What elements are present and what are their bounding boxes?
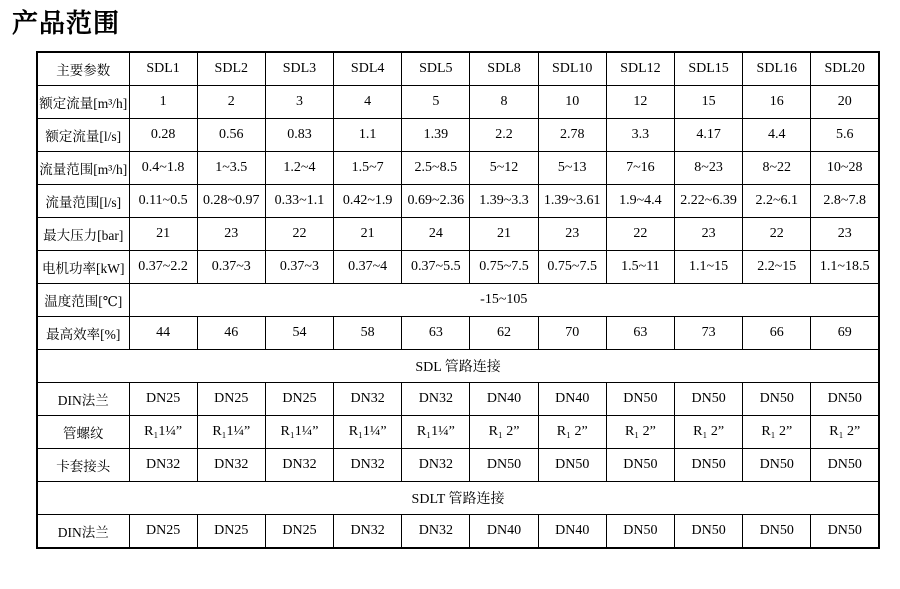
value-cell: 0.75~7.5 [470, 251, 538, 284]
table-row [37, 152, 879, 185]
value-cell: R₁ 2” [675, 416, 743, 449]
model-header-cell: SDL5 [402, 52, 470, 86]
value-cell: DN25 [129, 383, 197, 416]
value-cell: 21 [470, 218, 538, 251]
value-cell: 4.4 [743, 119, 811, 152]
row-label-cell: DIN法兰 [37, 515, 129, 549]
model-header-cell: SDL4 [334, 52, 402, 86]
value-cell: 70 [538, 317, 606, 350]
page-title: 产品范围 [12, 8, 121, 38]
value-cell: 23 [538, 218, 606, 251]
value-cell: 23 [197, 218, 265, 251]
value-cell: 3 [265, 86, 333, 119]
model-header-cell: SDL12 [606, 52, 674, 86]
table-row [37, 317, 879, 350]
value-cell: 22 [606, 218, 674, 251]
value-cell: 22 [265, 218, 333, 251]
row-label-cell: 流量范围[l/s] [37, 185, 129, 218]
value-cell: 21 [129, 218, 197, 251]
value-cell: 0.37~3 [265, 251, 333, 284]
row-label-cell: DIN法兰 [37, 383, 129, 416]
value-cell: 15 [675, 86, 743, 119]
table-row [37, 251, 879, 284]
row-label-cell: 管螺纹 [37, 416, 129, 449]
model-header-cell: SDL10 [538, 52, 606, 86]
value-cell: 5~13 [538, 152, 606, 185]
value-cell: DN50 [743, 515, 811, 549]
model-header-cell: SDL20 [811, 52, 879, 86]
value-cell: 0.37~5.5 [402, 251, 470, 284]
table-row [37, 86, 879, 119]
value-cell: 69 [811, 317, 879, 350]
catalog-page [0, 10, 900, 589]
value-cell: 8~23 [675, 152, 743, 185]
table-body [37, 52, 879, 548]
value-cell: DN25 [197, 515, 265, 549]
value-cell: R₁1¼” [334, 416, 402, 449]
value-cell: 2 [197, 86, 265, 119]
value-cell: 46 [197, 317, 265, 350]
value-cell: DN50 [606, 383, 674, 416]
table-row [37, 52, 879, 86]
value-cell: 4.17 [675, 119, 743, 152]
model-header-cell: SDL15 [675, 52, 743, 86]
row-label-cell: 额定流量[m³/h] [37, 86, 129, 119]
value-cell: 0.28~0.97 [197, 185, 265, 218]
model-header-cell: SDL3 [265, 52, 333, 86]
product-spec-table [36, 51, 880, 549]
value-cell: DN50 [811, 449, 879, 482]
value-cell: 10~28 [811, 152, 879, 185]
table-row [37, 515, 879, 549]
value-cell: 24 [402, 218, 470, 251]
value-cell: DN50 [675, 449, 743, 482]
value-cell: DN50 [606, 515, 674, 549]
value-cell: 16 [743, 86, 811, 119]
value-cell: DN50 [606, 449, 674, 482]
value-cell: DN50 [538, 449, 606, 482]
value-cell: 2.2~15 [743, 251, 811, 284]
value-cell: R₁ 2” [606, 416, 674, 449]
value-cell: 5.6 [811, 119, 879, 152]
section-row [37, 350, 879, 383]
value-cell: 2.2~6.1 [743, 185, 811, 218]
value-cell: 1~3.5 [197, 152, 265, 185]
table-row [37, 119, 879, 152]
value-cell: 2.22~6.39 [675, 185, 743, 218]
value-cell: 10 [538, 86, 606, 119]
value-cell: 1.5~11 [606, 251, 674, 284]
table-row [37, 416, 879, 449]
value-cell: 4 [334, 86, 402, 119]
value-cell: R₁ 2” [743, 416, 811, 449]
value-cell: 1.1 [334, 119, 402, 152]
value-cell: 0.69~2.36 [402, 185, 470, 218]
merged-value-cell: -15~105 [129, 284, 879, 317]
value-cell: 23 [675, 218, 743, 251]
value-cell: DN40 [470, 515, 538, 549]
value-cell: DN32 [334, 515, 402, 549]
value-cell: 5 [402, 86, 470, 119]
value-cell: 2.78 [538, 119, 606, 152]
value-cell: 0.37~4 [334, 251, 402, 284]
value-cell: 0.37~3 [197, 251, 265, 284]
value-cell: 1.9~4.4 [606, 185, 674, 218]
section-row [37, 482, 879, 515]
value-cell: DN25 [197, 383, 265, 416]
value-cell: 63 [402, 317, 470, 350]
value-cell: R₁1¼” [197, 416, 265, 449]
value-cell: R₁ 2” [811, 416, 879, 449]
value-cell: DN40 [538, 515, 606, 549]
row-label-cell: 流量范围[m³/h] [37, 152, 129, 185]
value-cell: 73 [675, 317, 743, 350]
value-cell: 23 [811, 218, 879, 251]
section-header-cell: SDLT 管路连接 [37, 482, 879, 515]
value-cell: 2.5~8.5 [402, 152, 470, 185]
value-cell: DN50 [811, 383, 879, 416]
value-cell: DN50 [675, 383, 743, 416]
value-cell: 1.39~3.3 [470, 185, 538, 218]
value-cell: R₁ 2” [470, 416, 538, 449]
value-cell: 0.56 [197, 119, 265, 152]
value-cell: DN50 [743, 383, 811, 416]
value-cell: R₁ 2” [538, 416, 606, 449]
value-cell: 66 [743, 317, 811, 350]
value-cell: 62 [470, 317, 538, 350]
value-cell: 2.2 [470, 119, 538, 152]
value-cell: 58 [334, 317, 402, 350]
model-header-cell: SDL8 [470, 52, 538, 86]
value-cell: 0.28 [129, 119, 197, 152]
table-row [37, 185, 879, 218]
value-cell: DN32 [334, 383, 402, 416]
value-cell: DN40 [538, 383, 606, 416]
value-cell: 8~22 [743, 152, 811, 185]
value-cell: DN50 [811, 515, 879, 549]
value-cell: 12 [606, 86, 674, 119]
value-cell: R₁1¼” [265, 416, 333, 449]
row-label-cell: 主要参数 [37, 52, 129, 86]
value-cell: 0.33~1.1 [265, 185, 333, 218]
value-cell: DN32 [197, 449, 265, 482]
row-label-cell: 最高效率[%] [37, 317, 129, 350]
value-cell: 7~16 [606, 152, 674, 185]
value-cell: 1 [129, 86, 197, 119]
row-label-cell: 额定流量[l/s] [37, 119, 129, 152]
value-cell: DN32 [334, 449, 402, 482]
value-cell: DN32 [265, 449, 333, 482]
value-cell: 0.83 [265, 119, 333, 152]
value-cell: 8 [470, 86, 538, 119]
value-cell: 0.37~2.2 [129, 251, 197, 284]
value-cell: R₁1¼” [402, 416, 470, 449]
value-cell: 1.39 [402, 119, 470, 152]
value-cell: DN25 [129, 515, 197, 549]
row-label-cell: 温度范围[℃] [37, 284, 129, 317]
value-cell: 20 [811, 86, 879, 119]
value-cell: 5~12 [470, 152, 538, 185]
table-row [37, 383, 879, 416]
value-cell: DN25 [265, 383, 333, 416]
section-header-cell: SDL 管路连接 [37, 350, 879, 383]
value-cell: 63 [606, 317, 674, 350]
value-cell: DN50 [743, 449, 811, 482]
value-cell: 22 [743, 218, 811, 251]
value-cell: 1.1~15 [675, 251, 743, 284]
row-label-cell: 电机功率[kW] [37, 251, 129, 284]
value-cell: 1.1~18.5 [811, 251, 879, 284]
row-label-cell: 卡套接头 [37, 449, 129, 482]
value-cell: 0.75~7.5 [538, 251, 606, 284]
value-cell: 0.11~0.5 [129, 185, 197, 218]
value-cell: 44 [129, 317, 197, 350]
model-header-cell: SDL16 [743, 52, 811, 86]
value-cell: 1.2~4 [265, 152, 333, 185]
table-row [37, 218, 879, 251]
value-cell: R₁1¼” [129, 416, 197, 449]
value-cell: DN25 [265, 515, 333, 549]
value-cell: DN32 [402, 383, 470, 416]
value-cell: DN32 [402, 449, 470, 482]
table-row [37, 284, 879, 317]
model-header-cell: SDL2 [197, 52, 265, 86]
value-cell: DN50 [675, 515, 743, 549]
value-cell: DN50 [470, 449, 538, 482]
value-cell: 1.39~3.61 [538, 185, 606, 218]
value-cell: DN32 [129, 449, 197, 482]
table-row [37, 449, 879, 482]
value-cell: 21 [334, 218, 402, 251]
value-cell: 0.4~1.8 [129, 152, 197, 185]
value-cell: 0.42~1.9 [334, 185, 402, 218]
model-header-cell: SDL1 [129, 52, 197, 86]
value-cell: DN40 [470, 383, 538, 416]
row-label-cell: 最大压力[bar] [37, 218, 129, 251]
value-cell: DN32 [402, 515, 470, 549]
value-cell: 2.8~7.8 [811, 185, 879, 218]
value-cell: 1.5~7 [334, 152, 402, 185]
value-cell: 54 [265, 317, 333, 350]
value-cell: 3.3 [606, 119, 674, 152]
